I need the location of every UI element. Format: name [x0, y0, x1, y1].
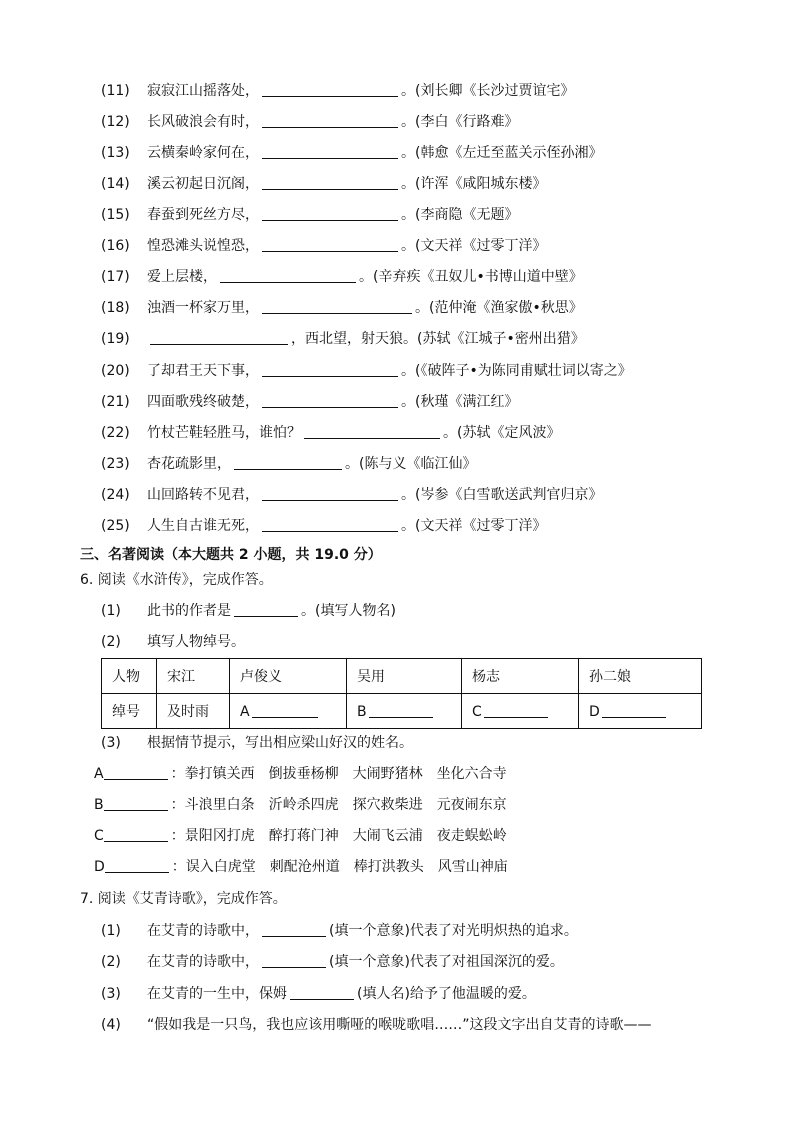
table-cell: A [230, 694, 347, 729]
poem-line-22: (22) 竹杖芒鞋轻胜马，谁怕？ 。(苏轼《定风波》 [101, 425, 561, 441]
answer-blank[interactable] [304, 424, 440, 439]
table-cell: 杨志 [462, 659, 579, 694]
table-cell: C [462, 694, 579, 729]
answer-blank[interactable] [484, 703, 548, 718]
answer-blank[interactable] [262, 206, 398, 221]
poem-line-18: (18) 浊酒一杯家万里， 。(范仲淹《渔家傲•秋思》 [101, 300, 583, 316]
answer-blank[interactable] [104, 796, 168, 811]
table-cell: 绰号 [102, 694, 157, 729]
poem-line-11: (11) 寂寂江山摇落处， 。(刘长卿《长沙过贾谊宅》 [101, 83, 575, 99]
answer-blank[interactable] [262, 113, 398, 128]
table-cell: 吴用 [347, 659, 462, 694]
question-7-part-2: (2) 在艾青的诗歌中， (填一个意象)代表了对祖国深沉的爱。 [101, 954, 564, 970]
poem-line-19: (19) ，西北望，射天狼。(苏轼《江城子•密州出猎》 [101, 331, 585, 347]
answer-blank[interactable] [234, 602, 298, 617]
table-cell: 孙二娘 [579, 659, 702, 694]
table-cell: 人物 [102, 659, 157, 694]
answer-blank[interactable] [262, 144, 398, 159]
question-7-part-4: (4) “假如我是一只鸟，我也应该用嘶哑的喉咙歌唱……”这段文字出自艾青的诗歌—— [101, 1017, 652, 1033]
answer-blank[interactable] [290, 985, 354, 1000]
hint-line-d: D ：误入白虎堂 刺配沧州道 棒打洪教头 风雪山神庙 [94, 859, 508, 875]
section-heading: 三、名著阅读（本大题共 2 小题，共 19.0 分） [80, 547, 382, 563]
answer-blank[interactable] [104, 827, 168, 842]
table-cell: 及时雨 [157, 694, 230, 729]
poem-line-17: (17) 爱上层楼， 。(辛弃疾《丑奴儿•书博山道中壁》 [101, 269, 583, 285]
answer-blank[interactable] [602, 703, 666, 718]
poem-line-23: (23) 杏花疏影里， 。(陈与义《临江仙》 [101, 456, 477, 472]
poem-line-16: (16) 惶恐滩头说惶恐， 。(文天祥《过零丁洋》 [101, 238, 547, 254]
hint-line-c: C ：景阳冈打虎 醉打蒋门神 大闹飞云浦 夜走蜈蚣岭 [94, 828, 507, 844]
answer-blank[interactable] [262, 486, 398, 501]
answer-blank[interactable] [220, 268, 356, 283]
poem-line-14: (14) 溪云初起日沉阁， 。(许浑《咸阳城东楼》 [101, 176, 547, 192]
nickname-table [101, 658, 702, 729]
answer-blank[interactable] [104, 765, 168, 780]
question-7-title: 7. 阅读《艾青诗歌》，完成作答。 [80, 891, 287, 907]
answer-blank[interactable] [262, 362, 398, 377]
table-cell: B [347, 694, 462, 729]
answer-blank[interactable] [369, 703, 433, 718]
hint-line-a: A ：拳打镇关西 倒拔垂杨柳 大闹野猪林 坐化六合寺 [94, 766, 507, 782]
answer-blank[interactable] [262, 517, 398, 532]
answer-blank[interactable] [150, 330, 288, 345]
question-7-part-1: (1) 在艾青的诗歌中， (填一个意象)代表了对光明炽热的追求。 [101, 923, 578, 939]
table-cell: 宋江 [157, 659, 230, 694]
poem-line-24: (24) 山回路转不见君， 。(岑参《白雪歌送武判官归京》 [101, 487, 603, 503]
table-cell: D [579, 694, 702, 729]
answer-blank[interactable] [262, 237, 398, 252]
poem-line-13: (13) 云横秦岭家何在， 。(韩愈《左迁至蓝关示侄孙湘》 [101, 145, 603, 161]
answer-blank[interactable] [262, 953, 326, 968]
answer-blank[interactable] [262, 299, 412, 314]
answer-blank[interactable] [234, 455, 342, 470]
answer-blank[interactable] [262, 393, 398, 408]
question-6-part-2: (2) 填写人物绰号。 [101, 634, 245, 650]
answer-blank[interactable] [105, 858, 169, 873]
question-6-part-1: (1) 此书的作者是 。(填写人物名) [101, 603, 396, 619]
poem-line-12: (12) 长风破浪会有时， 。(李白《行路难》 [101, 114, 519, 130]
answer-blank[interactable] [262, 175, 398, 190]
poem-line-15: (15) 春蚕到死丝方尽， 。(李商隐《无题》 [101, 207, 519, 223]
poem-line-21: (21) 四面歌残终破楚， 。(秋瑾《满江红》 [101, 394, 519, 410]
poem-line-25: (25) 人生自古谁无死， 。(文天祥《过零丁洋》 [101, 518, 547, 534]
answer-blank[interactable] [252, 703, 318, 718]
question-6-part-3: (3) 根据情节提示，写出相应梁山好汉的姓名。 [101, 735, 413, 751]
answer-blank[interactable] [262, 82, 398, 97]
table-row [102, 694, 702, 729]
table-row [102, 659, 702, 694]
table-cell: 卢俊义 [230, 659, 347, 694]
poem-line-20: (20) 了却君王天下事， 。(《破阵子•为陈同甫赋壮词以寄之》 [101, 363, 632, 379]
question-6-title: 6. 阅读《水浒传》，完成作答。 [80, 572, 273, 588]
answer-blank[interactable] [262, 922, 326, 937]
hint-line-b: B ：斗浪里白条 沂岭杀四虎 探穴救柴进 元夜闹东京 [94, 797, 507, 813]
question-7-part-3: (3) 在艾青的一生中，保姆 (填人名)给予了他温暖的爱。 [101, 986, 536, 1002]
